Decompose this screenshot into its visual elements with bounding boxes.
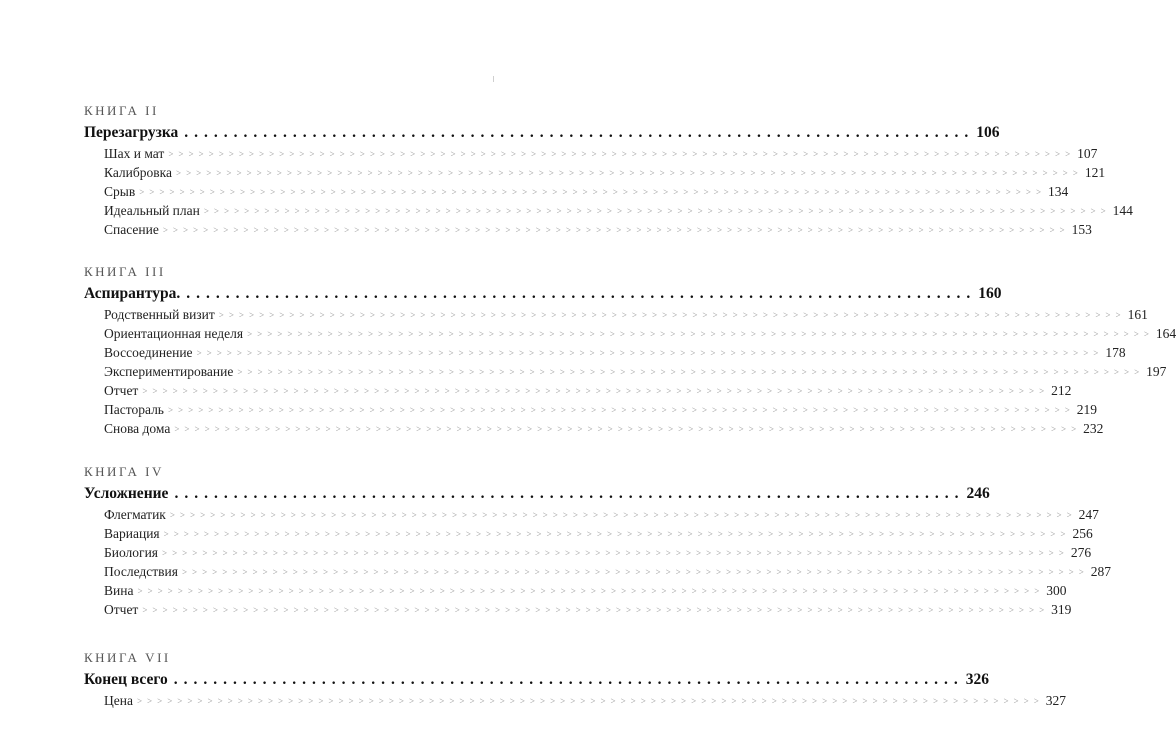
book-label: КНИГА II (84, 103, 159, 118)
chapter-title: Отчет (104, 602, 142, 618)
dot-leader: >>>>>>>>>>>>>>>>>>>>>>>>>>>>>>>>>>>>>>>>>>>>>>>>>>>>>>>>>>>>>>>>>>>>>>>>>>>>>>>>>>>>>>>>>> (218, 310, 1126, 320)
dot-leader: >>>>>>>>>>>>>>>>>>>>>>>>>>>>>>>>>>>>>>>>>>>>>>>>>>>>>>>>>>>>>>>>>>>>>>>>>>>>>>>>>>>>>>>>>> (162, 225, 1070, 235)
chapter-title: Родственный визит (104, 307, 219, 323)
chapter-title: Экспериментирование (104, 364, 237, 380)
dot-leader: >>>>>>>>>>>>>>>>>>>>>>>>>>>>>>>>>>>>>>>>>>>>>>>>>>>>>>>>>>>>>>>>>>>>>>>>>>>>>>>>>>>>>>>>>> (139, 187, 1047, 197)
chapter-row[interactable] (104, 184, 1069, 203)
book-title: Усложнение (84, 485, 174, 503)
chapter-row[interactable] (104, 693, 1067, 712)
dot-leader: ................................................................................ (174, 485, 965, 502)
chapter-row[interactable] (104, 507, 1099, 526)
page-edge-mark (493, 76, 494, 82)
dot-leader: >>>>>>>>>>>>>>>>>>>>>>>>>>>>>>>>>>>>>>>>>>>>>>>>>>>>>>>>>>>>>>>>>>>>>>>>>>>>>>>>>>>>>>>>>> (174, 424, 1082, 434)
chapter-title: Воссоединение (104, 345, 197, 361)
book-section (84, 264, 1176, 440)
chapter-page-number: 319 (1051, 602, 1072, 617)
chapter-page-number: 219 (1076, 402, 1098, 417)
chapter-page-number: 300 (1046, 583, 1067, 598)
chapter-title: Последствия (104, 564, 182, 580)
chapter-page-number: 327 (1045, 693, 1067, 708)
chapter-row[interactable] (104, 402, 1098, 421)
dot-leader: ................................................................................ (186, 285, 977, 302)
dot-leader: ................................................................................ (173, 671, 964, 688)
chapter-page-number: 161 (1127, 307, 1148, 322)
chapter-row[interactable] (104, 421, 1104, 440)
chapter-title: Вариация (104, 526, 164, 542)
chapter-title: Калибровка (104, 165, 176, 181)
dot-leader: >>>>>>>>>>>>>>>>>>>>>>>>>>>>>>>>>>>>>>>>>>>>>>>>>>>>>>>>>>>>>>>>>>>>>>>>>>>>>>>>>>>>>>>>>> (162, 548, 1069, 558)
book-title: Перезагрузка (84, 124, 184, 142)
chapter-page-number: 197 (1146, 364, 1167, 379)
chapter-page-number: 232 (1083, 421, 1104, 436)
book-label: КНИГА VII (84, 650, 171, 665)
book-page-number: 246 (966, 485, 990, 502)
dot-leader: >>>>>>>>>>>>>>>>>>>>>>>>>>>>>>>>>>>>>>>>>>>>>>>>>>>>>>>>>>>>>>>>>>>>>>>>>>>>>>>>>>>>>>>>>> (136, 696, 1044, 706)
chapter-title: Шах и мат (104, 146, 168, 162)
dot-leader: >>>>>>>>>>>>>>>>>>>>>>>>>>>>>>>>>>>>>>>>>>>>>>>>>>>>>>>>>>>>>>>>>>>>>>>>>>>>>>>>>>>>>>>>>> (176, 168, 1083, 178)
chapter-title: Идеальный план (104, 203, 204, 219)
chapter-page-number: 121 (1084, 165, 1106, 180)
dot-leader: >>>>>>>>>>>>>>>>>>>>>>>>>>>>>>>>>>>>>>>>>>>>>>>>>>>>>>>>>>>>>>>>>>>>>>>>>>>>>>>>>>>>>>>>>> (203, 206, 1111, 216)
book-page-number: 106 (976, 124, 1000, 141)
book-label: КНИГА IV (84, 464, 164, 479)
book-page-number: 160 (978, 285, 1002, 302)
chapter-page-number: 247 (1078, 507, 1099, 522)
chapter-row[interactable] (104, 602, 1072, 621)
chapter-row[interactable] (104, 165, 1106, 184)
chapter-title: Срыв (104, 184, 139, 200)
chapter-page-number: 134 (1048, 184, 1069, 199)
chapter-row[interactable] (104, 364, 1167, 383)
dot-leader: >>>>>>>>>>>>>>>>>>>>>>>>>>>>>>>>>>>>>>>>>>>>>>>>>>>>>>>>>>>>>>>>>>>>>>>>>>>>>>>>>>>>>>>>>> (167, 405, 1075, 415)
chapter-row[interactable] (104, 583, 1067, 602)
book-section (84, 464, 1112, 621)
chapter-page-number: 107 (1077, 146, 1098, 161)
dot-leader: >>>>>>>>>>>>>>>>>>>>>>>>>>>>>>>>>>>>>>>>>>>>>>>>>>>>>>>>>>>>>>>>>>>>>>>>>>>>>>>>>>>>>>>>>> (142, 386, 1050, 396)
chapter-row[interactable] (104, 307, 1148, 326)
dot-leader: >>>>>>>>>>>>>>>>>>>>>>>>>>>>>>>>>>>>>>>>>>>>>>>>>>>>>>>>>>>>>>>>>>>>>>>>>>>>>>>>>>>>>>>>>> (142, 605, 1050, 615)
chapter-page-number: 287 (1090, 564, 1112, 579)
chapter-title: Пастораль (104, 402, 168, 418)
dot-leader: >>>>>>>>>>>>>>>>>>>>>>>>>>>>>>>>>>>>>>>>>>>>>>>>>>>>>>>>>>>>>>>>>>>>>>>>>>>>>>>>>>>>>>>>>> (237, 367, 1145, 377)
chapter-title: Ориентационная неделя (104, 326, 247, 342)
chapter-page-number: 164 (1155, 326, 1176, 341)
book-title-row[interactable] (84, 124, 1000, 146)
chapter-page-number: 178 (1105, 345, 1126, 360)
chapter-title: Снова дома (104, 421, 174, 437)
dot-leader: >>>>>>>>>>>>>>>>>>>>>>>>>>>>>>>>>>>>>>>>>>>>>>>>>>>>>>>>>>>>>>>>>>>>>>>>>>>>>>>>>>>>>>>>>> (168, 149, 1076, 159)
chapter-row[interactable] (104, 383, 1072, 402)
dot-leader: >>>>>>>>>>>>>>>>>>>>>>>>>>>>>>>>>>>>>>>>>>>>>>>>>>>>>>>>>>>>>>>>>>>>>>>>>>>>>>>>>>>>>>>>>> (163, 529, 1071, 539)
chapter-page-number: 276 (1070, 545, 1092, 560)
chapter-page-number: 144 (1112, 203, 1133, 218)
chapter-title: Спасение (104, 222, 163, 238)
dot-leader: ................................................................................ (184, 124, 975, 141)
book-section (84, 650, 1067, 712)
chapter-title: Биология (104, 545, 162, 561)
chapter-row[interactable] (104, 345, 1126, 364)
dot-leader: >>>>>>>>>>>>>>>>>>>>>>>>>>>>>>>>>>>>>>>>>>>>>>>>>>>>>>>>>>>>>>>>>>>>>>>>>>>>>>>>>>>>>>>>>> (169, 510, 1077, 520)
book-title: Конец всего (84, 671, 174, 689)
book-title: Аспирантура. (84, 285, 186, 303)
chapter-page-number: 212 (1051, 383, 1072, 398)
dot-leader: >>>>>>>>>>>>>>>>>>>>>>>>>>>>>>>>>>>>>>>>>>>>>>>>>>>>>>>>>>>>>>>>>>>>>>>>>>>>>>>>>>>>>>>>>> (137, 586, 1045, 596)
chapter-row[interactable] (104, 545, 1092, 564)
dot-leader: >>>>>>>>>>>>>>>>>>>>>>>>>>>>>>>>>>>>>>>>>>>>>>>>>>>>>>>>>>>>>>>>>>>>>>>>>>>>>>>>>>>>>>>>>> (247, 329, 1154, 339)
chapter-title: Цена (104, 693, 137, 709)
chapter-row[interactable] (104, 203, 1133, 222)
chapter-row[interactable] (104, 146, 1098, 165)
book-title-row[interactable] (84, 285, 1002, 307)
book-title-row[interactable] (84, 671, 989, 693)
chapter-page-number: 153 (1071, 222, 1092, 237)
dot-leader: >>>>>>>>>>>>>>>>>>>>>>>>>>>>>>>>>>>>>>>>>>>>>>>>>>>>>>>>>>>>>>>>>>>>>>>>>>>>>>>>>>>>>>>>>> (196, 348, 1104, 358)
chapter-row[interactable] (104, 222, 1092, 241)
chapter-row[interactable] (104, 564, 1112, 583)
dot-leader: >>>>>>>>>>>>>>>>>>>>>>>>>>>>>>>>>>>>>>>>>>>>>>>>>>>>>>>>>>>>>>>>>>>>>>>>>>>>>>>>>>>>>>>>>> (181, 567, 1089, 577)
book-title-row[interactable] (84, 485, 990, 507)
chapter-title: Вина (104, 583, 137, 599)
chapter-row[interactable] (104, 526, 1093, 545)
book-page-number: 326 (965, 671, 989, 688)
book-label: КНИГА III (84, 264, 166, 279)
chapter-title: Отчет (104, 383, 142, 399)
chapter-title: Флегматик (104, 507, 170, 523)
chapter-row[interactable] (104, 326, 1176, 345)
chapter-page-number: 256 (1072, 526, 1093, 541)
book-section (84, 103, 1133, 241)
